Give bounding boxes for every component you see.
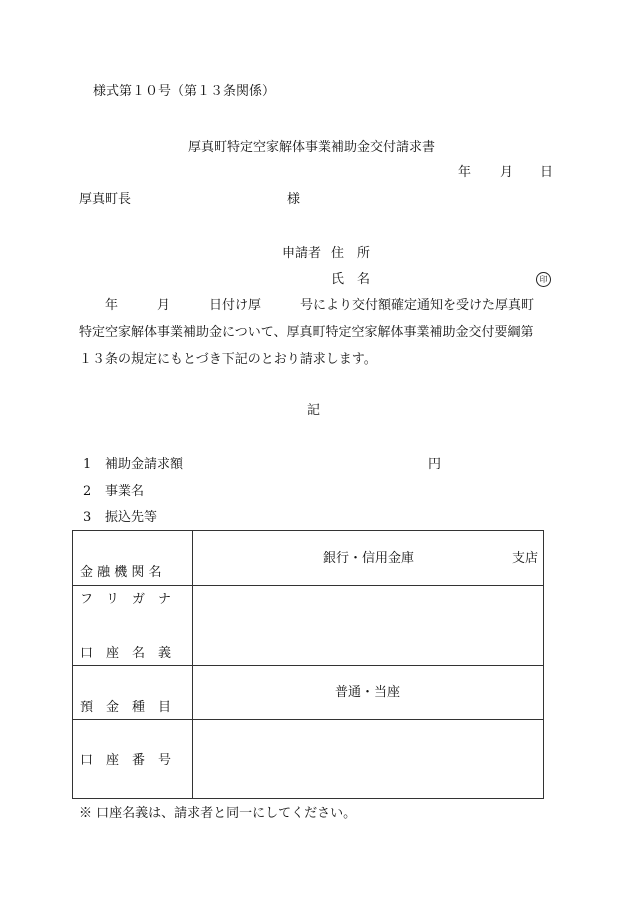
address-label: 住 所	[331, 246, 371, 261]
bank-type-label: 銀行・信用金庫	[323, 551, 415, 566]
addressee-name: 厚真町長	[79, 192, 132, 207]
addressee-honorific: 様	[287, 192, 301, 207]
item-label: 事業名	[105, 484, 145, 499]
body-line-1: 年 月 日付け厚 号により交付額確定通知を受けた厚真町	[105, 298, 535, 313]
table-row	[73, 720, 544, 799]
table-row	[73, 666, 544, 720]
table-row	[73, 586, 544, 666]
bank-account-table	[72, 530, 544, 799]
item-number: 3	[83, 510, 92, 525]
institution-value-cell[interactable]	[193, 531, 544, 586]
date-day-label: 日	[540, 165, 554, 180]
account-number-label: 口 座 番 号	[80, 753, 172, 768]
account-number-value-cell[interactable]	[193, 720, 544, 799]
deposit-type-options: 普通・当座	[335, 685, 401, 700]
account-holder-note: ※ 口座名義は、請求者と同一にしてください。	[79, 806, 357, 821]
holder-label-cell	[73, 586, 193, 666]
institution-label: 金 融 機 関 名	[80, 565, 162, 580]
form-number: 様式第１０号（第１３条関係）	[93, 84, 276, 99]
item-number: 1	[83, 457, 92, 472]
name-label: 氏 名	[331, 272, 371, 287]
account-number-label-cell	[73, 720, 193, 799]
date-month-label: 月	[500, 165, 514, 180]
account-holder-label: 口 座 名 義	[80, 646, 172, 661]
deposit-type-label-cell	[73, 666, 193, 720]
furigana-label: フ リ ガ ナ	[80, 592, 172, 607]
body-line-3: １３条の規定にもとづき下記のとおり請求します。	[79, 352, 377, 367]
ki-heading: 記	[307, 403, 321, 418]
holder-value-cell[interactable]	[193, 586, 544, 666]
deposit-type-value-cell[interactable]	[193, 666, 544, 720]
applicant-label: 申請者	[282, 246, 322, 261]
item-unit: 円	[428, 457, 442, 472]
branch-label: 支店	[512, 551, 539, 566]
seal-mark-icon: 印	[536, 272, 551, 287]
date-year-label: 年	[458, 165, 472, 180]
deposit-type-label: 預 金 種 目	[80, 700, 172, 715]
table-row	[73, 531, 544, 586]
body-line-2: 特定空家解体事業補助金について、厚真町特定空家解体事業補助金交付要綱第	[79, 325, 534, 340]
document-title: 厚真町特定空家解体事業補助金交付請求書	[188, 140, 436, 155]
item-number: 2	[83, 484, 92, 499]
item-label: 振込先等	[105, 510, 158, 525]
item-label: 補助金請求額	[105, 457, 184, 472]
institution-label-cell	[73, 531, 193, 586]
